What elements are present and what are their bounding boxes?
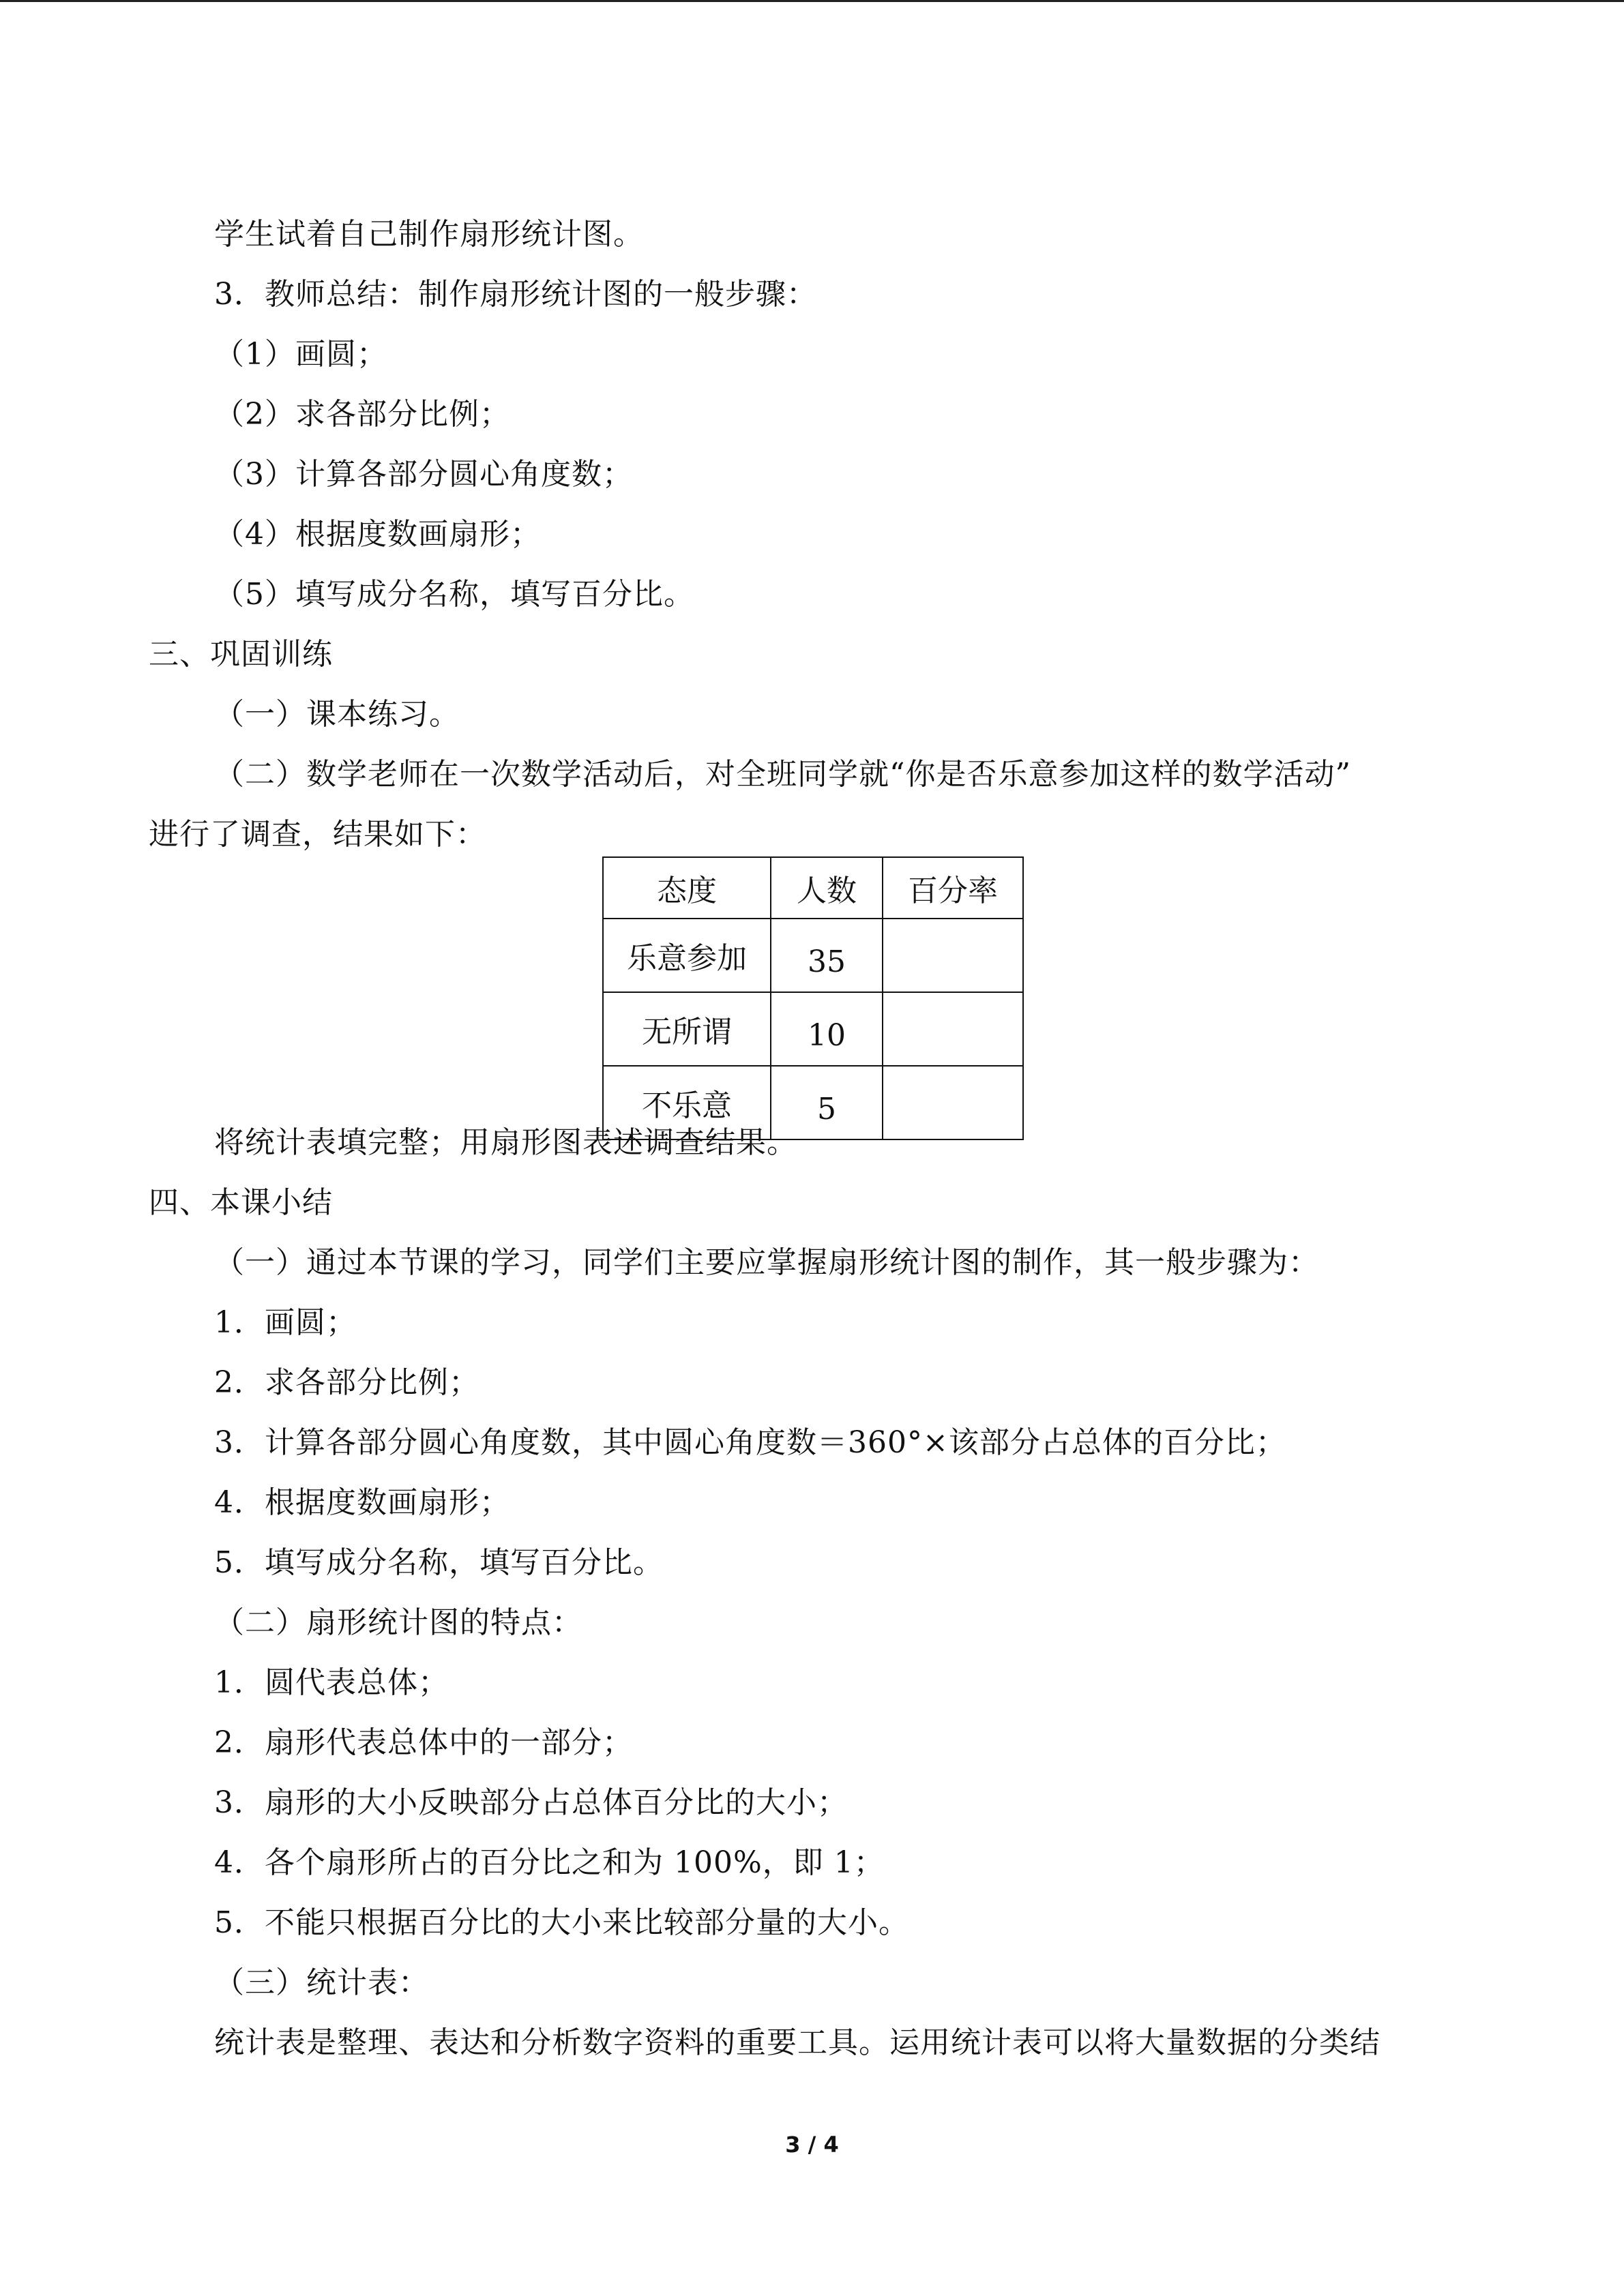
table-header-row bbox=[603, 857, 1023, 919]
section-heading: 四、本课小结 bbox=[149, 1185, 333, 1220]
text-line: 4．根据度数画扇形； bbox=[214, 1485, 510, 1520]
text-line: 1．圆代表总体； bbox=[214, 1665, 449, 1700]
text-line: 3．计算各部分圆心角度数，其中圆心角度数＝360°×该部分占总体的百分比； bbox=[214, 1425, 1286, 1460]
table-row bbox=[603, 919, 1023, 992]
text-line: （一）课本练习。 bbox=[214, 697, 460, 732]
table-cell: 35 bbox=[771, 919, 883, 992]
text-line: （二）数学老师在一次数学活动后，对全班同学就“你是否乐意参加这样的数学活动” bbox=[214, 757, 1351, 792]
text-line: 3．教师总结：制作扇形统计图的一般步骤： bbox=[214, 277, 817, 312]
text-line: 1．画圆； bbox=[214, 1305, 357, 1340]
table-cell bbox=[883, 1066, 1023, 1139]
text-line: 3．扇形的大小反映部分占总体百分比的大小； bbox=[214, 1785, 848, 1820]
page-top-border bbox=[0, 0, 1624, 2]
text-line: （5）填写成分名称，填写百分比。 bbox=[214, 577, 694, 612]
table-cell: 乐意参加 bbox=[603, 919, 771, 992]
text-line: 进行了调查，结果如下： bbox=[149, 817, 486, 852]
text-line: 4．各个扇形所占的百分比之和为 100%，即 1； bbox=[214, 1845, 885, 1880]
page-number: 3 / 4 bbox=[785, 2132, 839, 2158]
text-line: （二）扇形统计图的特点： bbox=[214, 1605, 582, 1640]
text-line: 将统计表填完整；用扇形图表述调查结果。 bbox=[214, 1125, 797, 1160]
text-line: 5．填写成分名称，填写百分比。 bbox=[214, 1545, 664, 1580]
text-line: （三）统计表： bbox=[214, 1965, 429, 2000]
table-cell bbox=[883, 992, 1023, 1066]
text-line: （2）求各部分比例； bbox=[214, 397, 510, 432]
text-line: 学生试着自己制作扇形统计图。 bbox=[214, 217, 644, 252]
table-cell: 不乐意 bbox=[603, 1066, 771, 1139]
table-header-cell: 百分率 bbox=[883, 857, 1023, 919]
text-line: 2．扇形代表总体中的一部分； bbox=[214, 1725, 633, 1760]
text-line: 5．不能只根据百分比的大小来比较部分量的大小。 bbox=[214, 1905, 909, 1940]
text-line: （1）画圆； bbox=[214, 337, 387, 372]
table-cell bbox=[883, 919, 1023, 992]
table-header-cell: 人数 bbox=[771, 857, 883, 919]
table-cell: 5 bbox=[771, 1066, 883, 1139]
text-line: （4）根据度数画扇形； bbox=[214, 517, 541, 552]
table-cell: 10 bbox=[771, 992, 883, 1066]
text-line: （一）通过本节课的学习，同学们主要应掌握扇形统计图的制作，其一般步骤为： bbox=[214, 1245, 1319, 1280]
section-heading: 三、巩固训练 bbox=[149, 637, 333, 672]
survey-table bbox=[602, 856, 1024, 1140]
table-header-cell: 态度 bbox=[603, 857, 771, 919]
table-row bbox=[603, 992, 1023, 1066]
text-line: 2．求各部分比例； bbox=[214, 1365, 479, 1400]
text-line: 统计表是整理、表达和分析数字资料的重要工具。运用统计表可以将大量数据的分类结 bbox=[214, 2025, 1381, 2060]
text-line: （3）计算各部分圆心角度数； bbox=[214, 457, 633, 492]
table-cell: 无所谓 bbox=[603, 992, 771, 1066]
